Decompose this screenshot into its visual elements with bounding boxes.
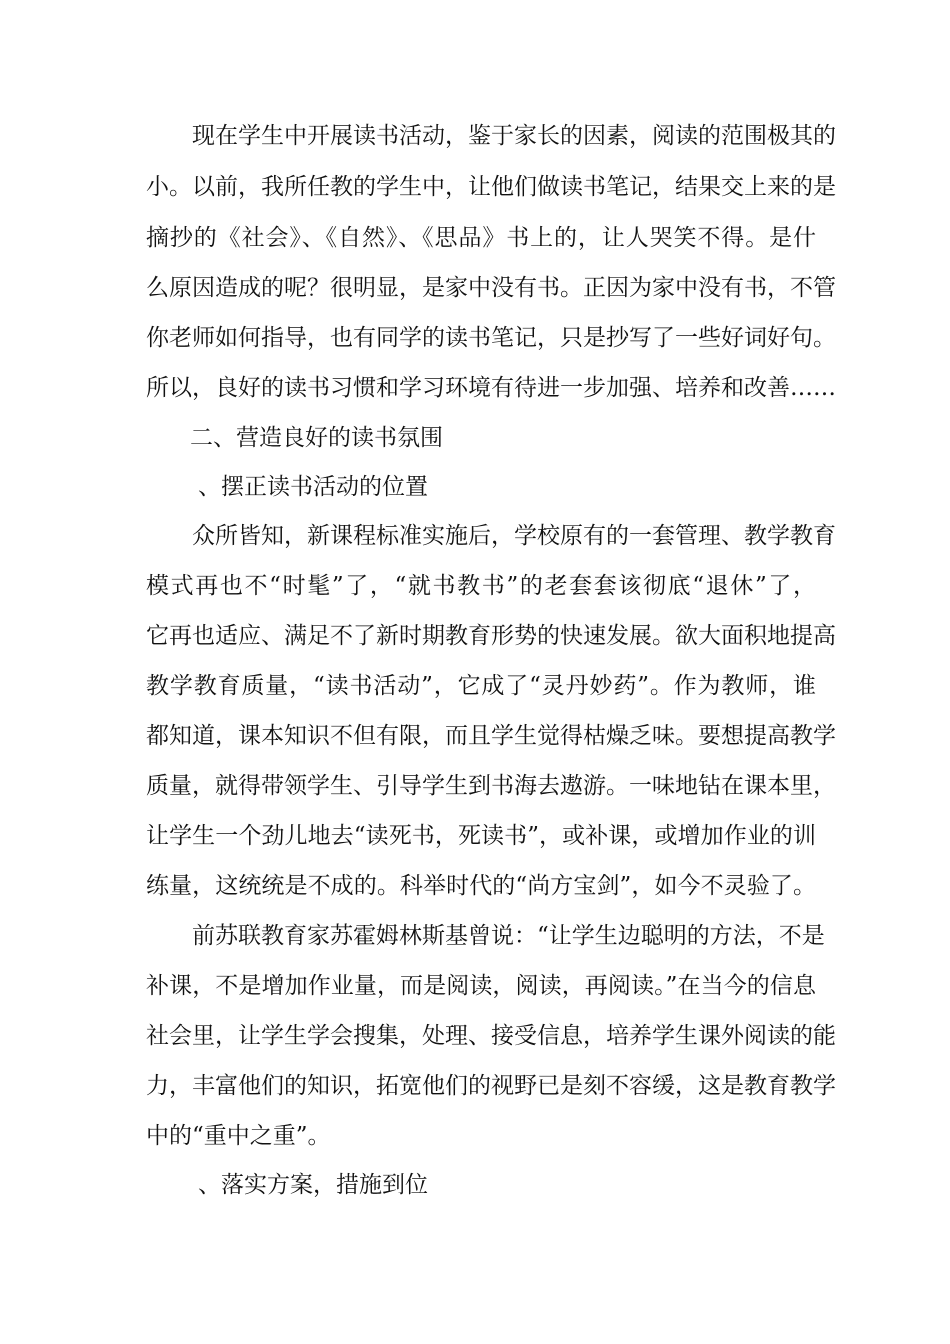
paragraph-2-line-4: 教学教育质量，“读书活动”，它成了“灵丹妙药”。作为教师，谁 <box>146 673 816 699</box>
paragraph-2-line-6: 质量，就得带领学生、引导学生到书海去遨游。一味地钻在课本里， <box>146 773 836 799</box>
paragraph-1-line-2: 小。以前，我所任教的学生中，让他们做读书笔记，结果交上来的是 <box>146 174 836 200</box>
paragraph-2-line-5: 都知道，课本知识不但有限，而且学生觉得枯燥乏味。要想提高教学 <box>146 723 836 749</box>
paragraph-1-line-4: 么原因造成的呢？很明显，是家中没有书。正因为家中没有书，不管 <box>146 275 836 301</box>
paragraph-1-line-1: 现在学生中开展读书活动，鉴于家长的因素，阅读的范围极其的 <box>192 123 836 149</box>
paragraph-2-line-7: 让学生一个劲儿地去“读死书，死读书”，或补课，或增加作业的训 <box>146 823 816 849</box>
paragraph-1-line-6: 所以，良好的读书习惯和学习环境有待进一步加强、培养和改善…… <box>146 375 836 401</box>
paragraph-2-line-1: 众所皆知，新课程标准实施后，学校原有的一套管理、教学教育 <box>192 523 836 549</box>
paragraph-2-line-8: 练量，这统统是不成的。科举时代的“尚方宝剑”，如今不灵验了。 <box>146 873 816 899</box>
paragraph-1-line-3: 摘抄的《社会》、《自然》、《思品》书上的，让人哭笑不得。是什 <box>146 225 816 251</box>
subsection-heading-2: 、落实方案，措施到位 <box>198 1172 428 1198</box>
paragraph-2-line-3: 它再也适应、满足不了新时期教育形势的快速发展。欲大面积地提高 <box>146 623 836 649</box>
paragraph-3-line-2: 补课，不是增加作业量，而是阅读，阅读，再阅读。”在当今的信息 <box>146 973 816 999</box>
section-heading: 二、营造良好的读书氛围 <box>190 425 443 451</box>
paragraph-3-line-5: 中的“重中之重”。 <box>146 1123 331 1149</box>
paragraph-2-line-2: 模式再也不“时髦”了，“就书教书”的老套套该彻底“退休”了， <box>146 573 816 599</box>
paragraph-3-line-4: 力，丰富他们的知识，拓宽他们的视野已是刻不容缓，这是教育教学 <box>146 1073 836 1099</box>
paragraph-3-line-1: 前苏联教育家苏霍姆林斯基曾说：“让学生边聪明的方法，不是 <box>192 923 825 949</box>
paragraph-1-line-5: 你老师如何指导，也有同学的读书笔记，只是抄写了一些好词好句。 <box>146 325 836 351</box>
paragraph-3-line-3: 社会里，让学生学会搜集，处理、接受信息，培养学生课外阅读的能 <box>146 1023 836 1049</box>
subsection-heading-1: 、摆正读书活动的位置 <box>198 474 428 500</box>
